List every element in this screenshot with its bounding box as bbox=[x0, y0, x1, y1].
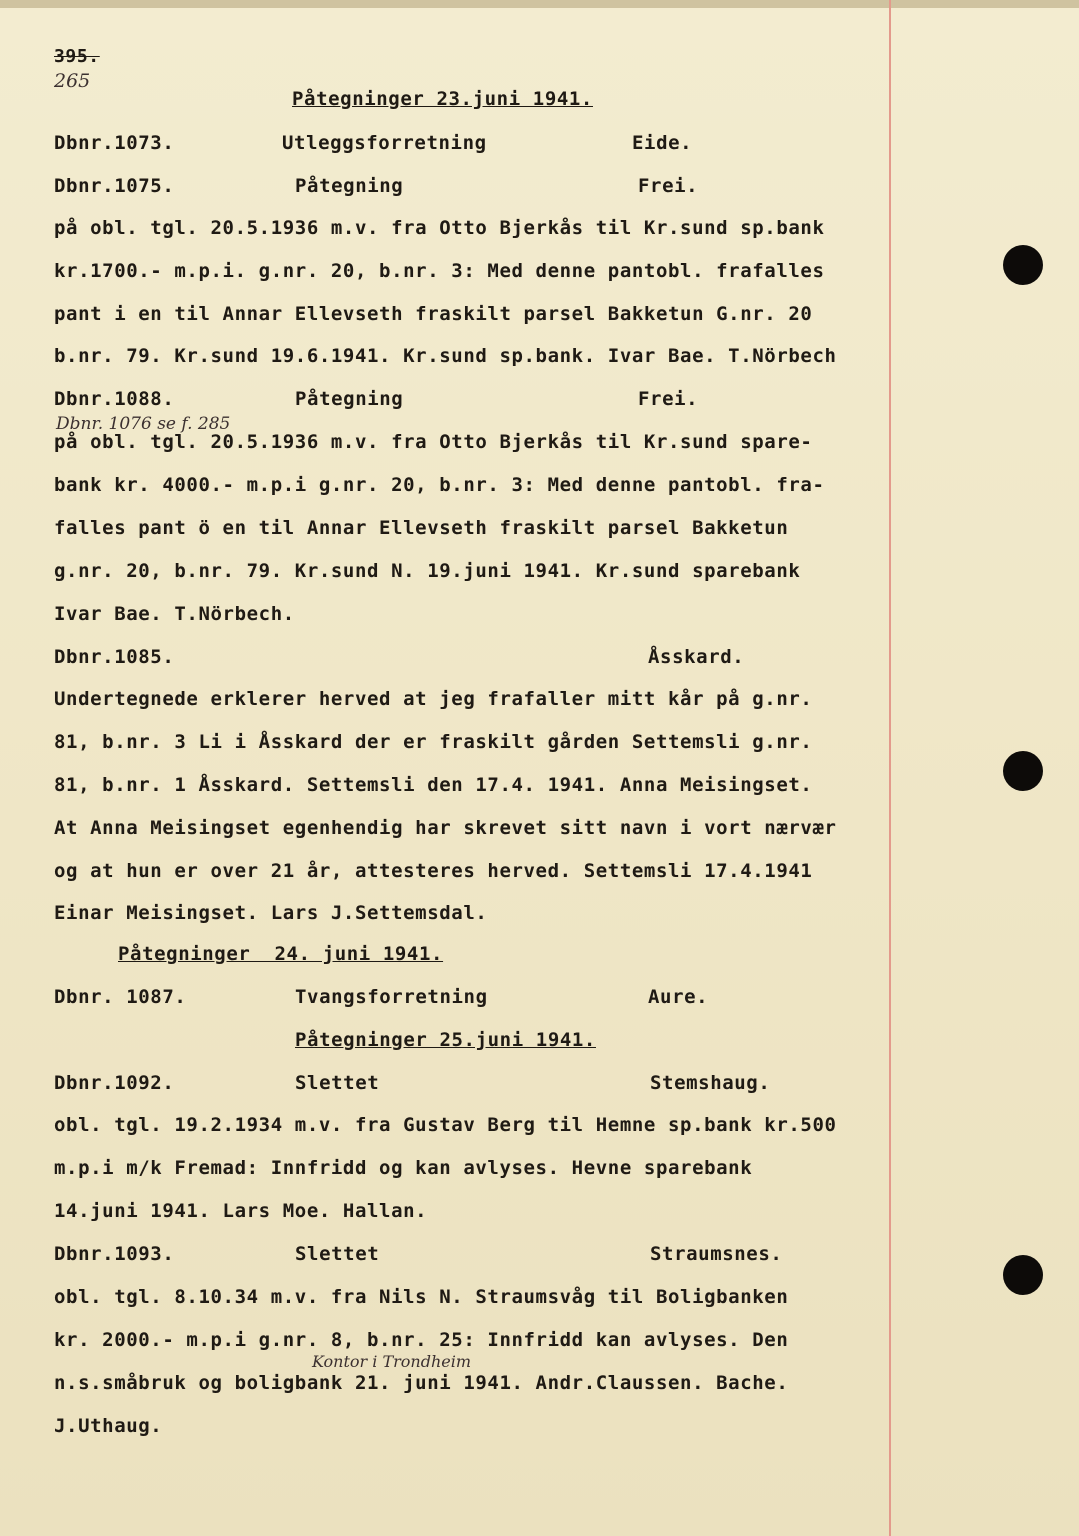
entry-1087-place: Aure. bbox=[648, 986, 709, 1008]
entry-1085-line-2: 81, b.nr. 3 Li i Åsskard der er fraskilt gården Settemsli g.nr. bbox=[54, 731, 813, 753]
entry-1073-dbnr: Dbnr.1073. bbox=[54, 132, 175, 154]
entry-1075-dbnr: Dbnr.1075. bbox=[54, 175, 175, 197]
entry-1075-line-3: pant i en til Annar Ellevseth fraskilt parsel Bakketun G.nr. 20 bbox=[54, 303, 813, 325]
margin-rule bbox=[889, 0, 891, 1536]
entry-1085-line-4: At Anna Meisingset egenhendig har skrevet sitt navn i vort nærvær bbox=[54, 817, 837, 839]
section-heading-25-juni: Påtegninger 25.juni 1941. bbox=[295, 1029, 596, 1051]
entry-1093-type: Slettet bbox=[295, 1243, 380, 1265]
entry-1088-line-3: falles pant ö en til Annar Ellevseth fraskilt parsel Bakketun bbox=[54, 517, 789, 539]
entry-1093-place: Straumsnes. bbox=[650, 1243, 783, 1265]
entry-1093-line-3: n.s.småbruk og boligbank 21. juni 1941. Andr.Claussen. Bache. bbox=[54, 1372, 789, 1394]
page-number-typed: 395. bbox=[54, 46, 100, 67]
entry-1093-line-4: J.Uthaug. bbox=[54, 1415, 163, 1437]
section-heading-23-juni: Påtegninger 23.juni 1941. bbox=[292, 88, 593, 110]
entry-1092-line-3: 14.juni 1941. Lars Moe. Hallan. bbox=[54, 1200, 428, 1222]
entry-1092-line-1: obl. tgl. 19.2.1934 m.v. fra Gustav Berg til Hemne sp.bank kr.500 bbox=[54, 1114, 837, 1136]
handwritten-note-1076: Dbnr. 1076 se f. 285 bbox=[56, 414, 231, 434]
entry-1085-line-1: Undertegnede erklerer herved at jeg frafaller mitt kår på g.nr. bbox=[54, 688, 813, 710]
entry-1085-line-5: og at hun er over 21 år, attesteres herved. Settemsli 17.4.1941 bbox=[54, 860, 813, 882]
punch-hole-top bbox=[1003, 245, 1043, 285]
entry-1087-dbnr: Dbnr. 1087. bbox=[54, 986, 187, 1008]
entry-1075-line-4: b.nr. 79. Kr.sund 19.6.1941. Kr.sund sp.bank. Ivar Bae. T.Nörbech bbox=[54, 345, 837, 367]
entry-1093-line-2: kr. 2000.- m.p.i g.nr. 8, b.nr. 25: Innfridd kan avlyses. Den bbox=[54, 1329, 789, 1351]
section-heading-24-juni: Påtegninger 24. juni 1941. bbox=[118, 943, 444, 965]
entry-1093-dbnr: Dbnr.1093. bbox=[54, 1243, 175, 1265]
entry-1085-place: Åsskard. bbox=[648, 646, 745, 668]
entry-1075-line-2: kr.1700.- m.p.i. g.nr. 20, b.nr. 3: Med denne pantobl. frafalles bbox=[54, 260, 825, 282]
entry-1085-dbnr: Dbnr.1085. bbox=[54, 646, 175, 668]
entry-1092-type: Slettet bbox=[295, 1072, 380, 1094]
page-top-edge bbox=[0, 0, 1079, 8]
entry-1075-type: Påtegning bbox=[295, 175, 404, 197]
entry-1088-place: Frei. bbox=[638, 388, 699, 410]
entry-1088-line-4: g.nr. 20, b.nr. 79. Kr.sund N. 19.juni 1941. Kr.sund sparebank bbox=[54, 560, 801, 582]
entry-1092-line-2: m.p.i m/k Fremad: Innfridd og kan avlyses. Hevne sparebank bbox=[54, 1157, 753, 1179]
entry-1088-type: Påtegning bbox=[295, 388, 404, 410]
entry-1092-place: Stemshaug. bbox=[650, 1072, 771, 1094]
entry-1088-line-2: bank kr. 4000.- m.p.i g.nr. 20, b.nr. 3: Med denne pantobl. fra- bbox=[54, 474, 825, 496]
entry-1073-place: Eide. bbox=[632, 132, 693, 154]
handwritten-note-kontor: Kontor i Trondheim bbox=[312, 1352, 472, 1371]
entry-1087-type: Tvangsforretning bbox=[295, 986, 488, 1008]
entry-1088-line-5: Ivar Bae. T.Nörbech. bbox=[54, 603, 295, 625]
punch-hole-bottom bbox=[1003, 1255, 1043, 1295]
punch-hole-middle bbox=[1003, 751, 1043, 791]
page-number-handwritten: 265 bbox=[54, 70, 91, 92]
entry-1075-place: Frei. bbox=[638, 175, 699, 197]
entry-1088-dbnr: Dbnr.1088. bbox=[54, 388, 175, 410]
entry-1093-line-1: obl. tgl. 8.10.34 m.v. fra Nils N. Straumsvåg til Boligbanken bbox=[54, 1286, 789, 1308]
entry-1075-line-1: på obl. tgl. 20.5.1936 m.v. fra Otto Bjerkås til Kr.sund sp.bank bbox=[54, 217, 825, 239]
entry-1092-dbnr: Dbnr.1092. bbox=[54, 1072, 175, 1094]
entry-1073-type: Utleggsforretning bbox=[282, 132, 487, 154]
entry-1085-line-6: Einar Meisingset. Lars J.Settemsdal. bbox=[54, 902, 488, 924]
entry-1085-line-3: 81, b.nr. 1 Åsskard. Settemsli den 17.4. 1941. Anna Meisingset. bbox=[54, 774, 813, 796]
entry-1088-line-1: på obl. tgl. 20.5.1936 m.v. fra Otto Bjerkås til Kr.sund spare- bbox=[54, 431, 813, 453]
